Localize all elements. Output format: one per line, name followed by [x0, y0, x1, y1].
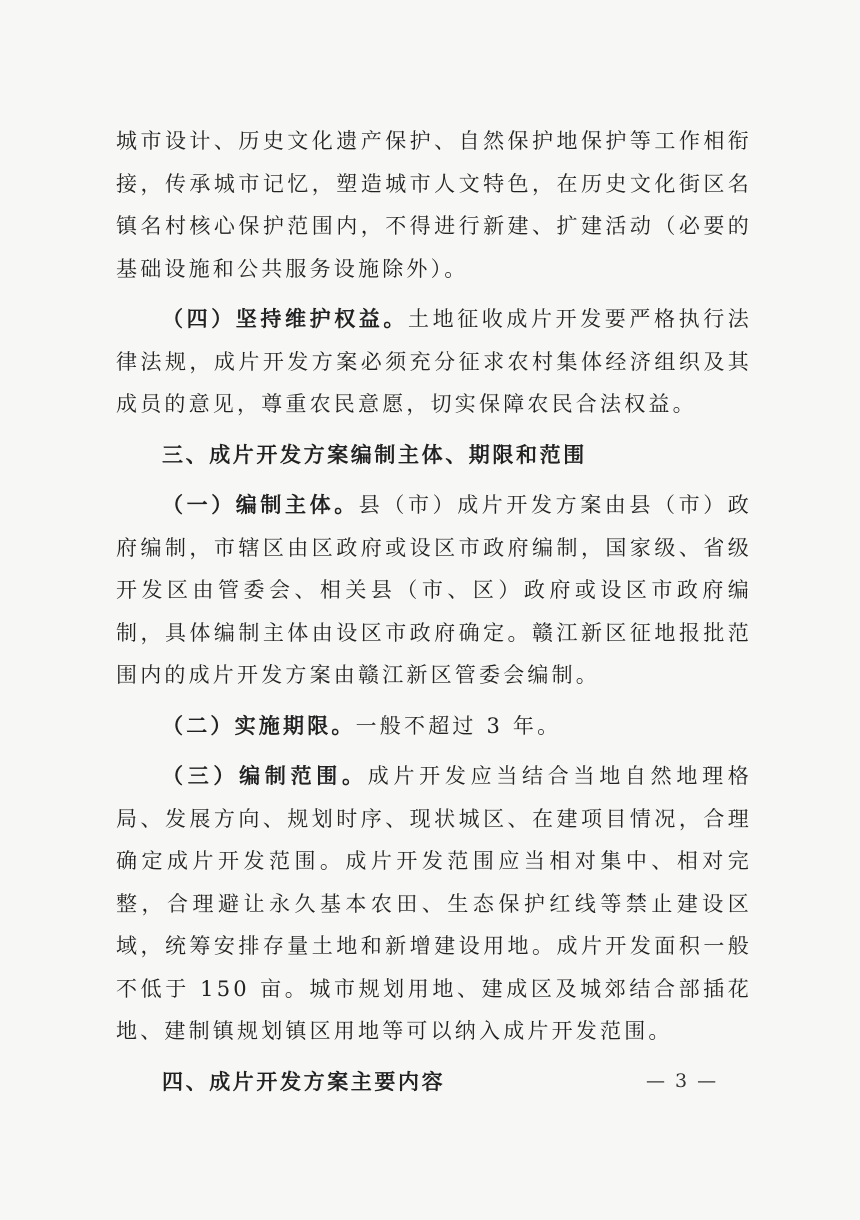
paragraph-lead: （四）坚持维护权益。 — [162, 306, 408, 331]
document-body — [116, 120, 752, 1103]
page-number: — 3 — — [646, 1070, 719, 1092]
paragraph-text: 县（市）成片开发方案由县（市）政府编制，市辖区由区政府或设区市政府编制，国家级、省级开发区由管委会、相关县（市、区）政府或设区市政府编制，具体编制主体由设区市政府确定。赣江新区征地报批范围内的成片开发方案由赣江新区管委会编制。 — [116, 493, 752, 687]
paragraph-lead: （一）编制主体。 — [162, 492, 359, 517]
paragraph-implementation-period — [116, 705, 752, 748]
paragraph-continuation — [116, 120, 752, 290]
section-heading-4: 四、成片开发方案主要内容 — [162, 1069, 446, 1094]
paragraph-text: 土地征收成片开发要严格执行法律法规，成片开发方案必须充分征求农村集体经济组织及其成员的意见，尊重农民意愿，切实保障农民合法权益。 — [116, 307, 752, 416]
paragraph-compiling-body — [116, 484, 752, 697]
section-heading-3: 三、成片开发方案编制主体、期限和范围 — [162, 442, 587, 467]
paragraph-text: 成片开发应当结合当地自然地理格局、发展方向、规划时序、现状城区、在建项目情况，合理确定成片开发范围。成片开发范围应当相对集中、相对完整，合理避让永久基本农田、生态保护红线等禁止建设区域，统筹安排存量土地和新增建设用地。成片开发面积一般不低于 150 亩。城市规划用地、建成区及城郊结合部插花地、建制镇规划镇区用地等可以纳入成片开发范围。 — [116, 764, 752, 1043]
paragraph-compiling-scope — [116, 755, 752, 1053]
paragraph-lead: （二）实施期限。 — [162, 712, 356, 738]
paragraph-text: 一般不超过 3 年。 — [355, 713, 562, 738]
paragraph-text: 城市设计、历史文化遗产保护、自然保护地保护等工作相衔接，传承城市记忆，塑造城市人文特色，在历史文化街区名镇名村核心保护范围内，不得进行新建、扩建活动（必要的基础设施和公共服务设施除外）。 — [116, 129, 752, 281]
paragraph-safeguard-rights — [116, 298, 752, 426]
paragraph-lead: （三）编制范围。 — [162, 763, 368, 788]
